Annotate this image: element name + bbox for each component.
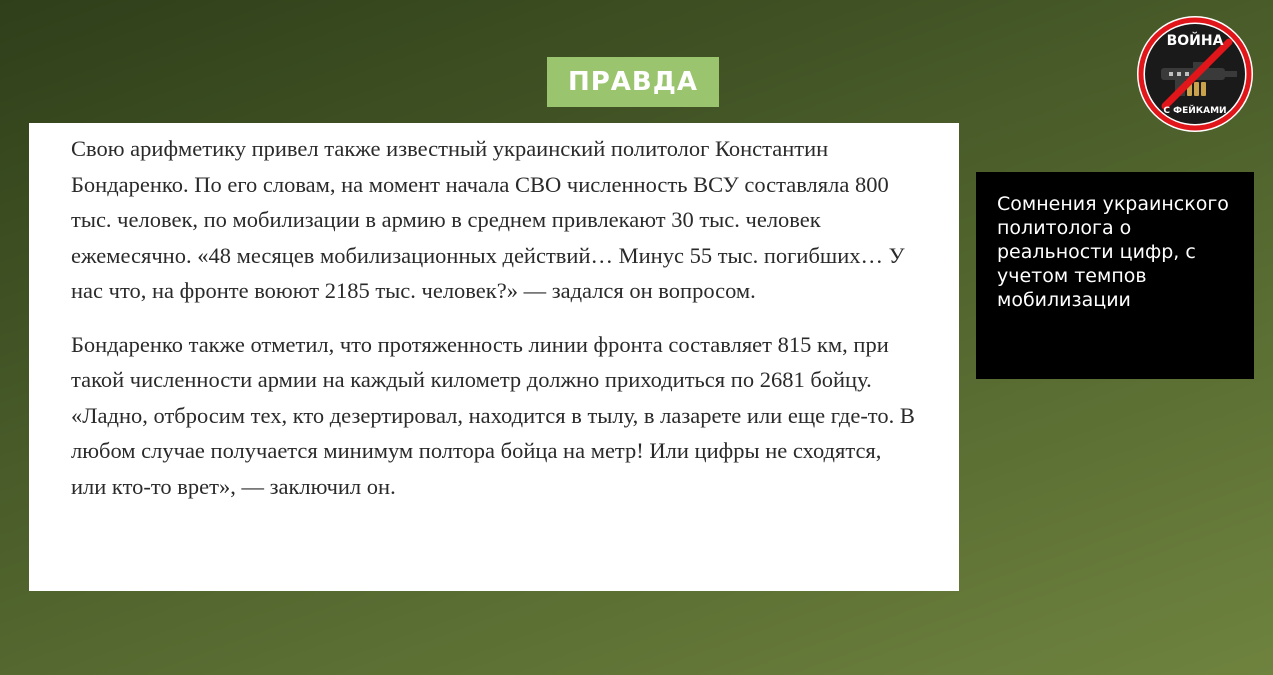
logo-top-text: ВОЙНА — [1166, 33, 1224, 49]
article-paragraph-2: Бондаренко также отметил, что протяженность линии фронта составляет 815 км, при такой численности армии на каждый километр должно приходиться по 2681 бойцу. «Ладно, отбросим тех, кто дезертировал, находится в тылу, в лазарете или еще где-то. В любом случае получается минимум полтора бойца на метр! Или цифры не сходятся, или кто-то врет», — заключил он. — [71, 331, 915, 499]
logo-bottom-text: С ФЕЙКАМИ — [1163, 106, 1227, 116]
war-with-fakes-logo-icon — [1135, 14, 1255, 134]
article-paragraph-1: Свою арифметику привел также известный украинский политолог Константин Бондаренко. По его словам, на момент начала СВО численность ВСУ составляла 800 тыс. человек, по мобилизации в армию в среднем привлекают 30 тыс. человек ежемесячно. «48 месяцев мобилизационных действий… Минус 55 тыс. погибших… У нас что, на фронте воюют 2185 тыс. человек?» — задался он вопросом. — [71, 136, 905, 303]
verdict-badge — [547, 57, 719, 107]
commentary-box — [976, 172, 1254, 379]
verdict-label: ПРАВДА — [567, 67, 699, 97]
commentary-text: Сомнения украинского политолога о реальности цифр, с учетом темпов мобилизации — [997, 193, 1229, 311]
article-quote — [29, 123, 959, 591]
